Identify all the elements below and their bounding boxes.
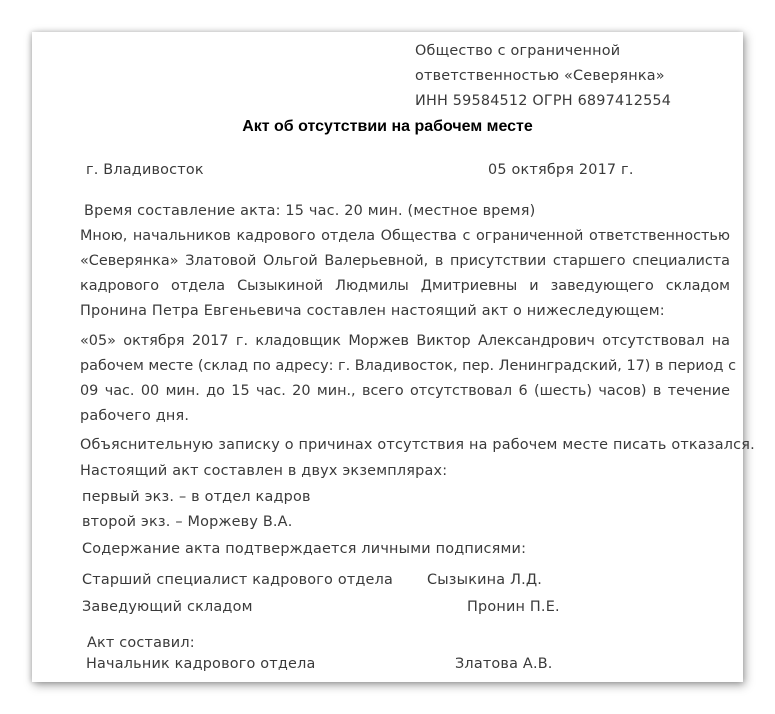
document-title: Акт об отсутствии на рабочем месте xyxy=(242,118,533,135)
act-date: 05 октября 2017 г. xyxy=(488,162,634,178)
confirmation-statement: Содержание акта подтверждается личными подписями: xyxy=(82,541,527,557)
signer-2-position: Заведующий складом xyxy=(82,599,253,615)
signer-1-name: Сызыкина Л.Д. xyxy=(427,572,543,588)
composer-position: Начальник кадрового отдела xyxy=(86,656,316,672)
intro-line-1: Мною, начальников кадрового отдела Общества с ограниченной ответственностью xyxy=(80,228,730,244)
absence-line-2: рабочем месте (склад по адресу: г. Владивосток, пер. Ленинградский, 17) в период с xyxy=(80,358,736,374)
signer-1-position: Старший специалист кадрового отдела xyxy=(82,572,394,588)
composer-name: Златова А.В. xyxy=(455,656,553,672)
intro-line-2: «Северянка» Златовой Ольгой Валерьевной, в присутствии старшего специалиста xyxy=(80,253,730,269)
composed-label: Акт составил: xyxy=(87,635,195,651)
absence-line-1: «05» октября 2017 г. кладовщик Моржев Виктор Александрович отсутствовал на xyxy=(80,333,730,349)
signer-2-name: Пронин П.Е. xyxy=(467,599,560,615)
act-time: Время составление акта: 15 час. 20 мин. (местное время) xyxy=(84,203,536,219)
intro-line-4: Пронина Петра Евгеньевича составлен настоящий акт о нижеследующем: xyxy=(80,303,665,319)
document-page xyxy=(32,32,755,682)
intro-line-3: кадрового отдела Сызыкиной Людмилы Дмитриевны и заведующего складом xyxy=(80,278,730,294)
absence-line-4: рабочего дня. xyxy=(80,408,190,424)
copy-2: второй экз. – Моржеву В.А. xyxy=(82,514,293,530)
company-registration-numbers: ИНН 59584512 ОГРН 6897412554 xyxy=(415,93,672,109)
act-place: г. Владивосток xyxy=(86,162,204,178)
absence-line-3: 09 час. 00 мин. до 15 час. 20 мин., всего отсутствовал 6 (шесть) часов) в течение xyxy=(80,383,730,399)
copies-intro: Настоящий акт составлен в двух экземплярах: xyxy=(80,463,448,479)
company-name-line1: Общество с ограниченной xyxy=(415,43,621,59)
copy-1: первый экз. – в отдел кадров xyxy=(82,489,311,505)
refusal-statement: Объяснительную записку о причинах отсутствия на рабочем месте писать отказался. xyxy=(80,437,755,453)
company-name-line2: ответственностью «Северянка» xyxy=(415,68,665,84)
